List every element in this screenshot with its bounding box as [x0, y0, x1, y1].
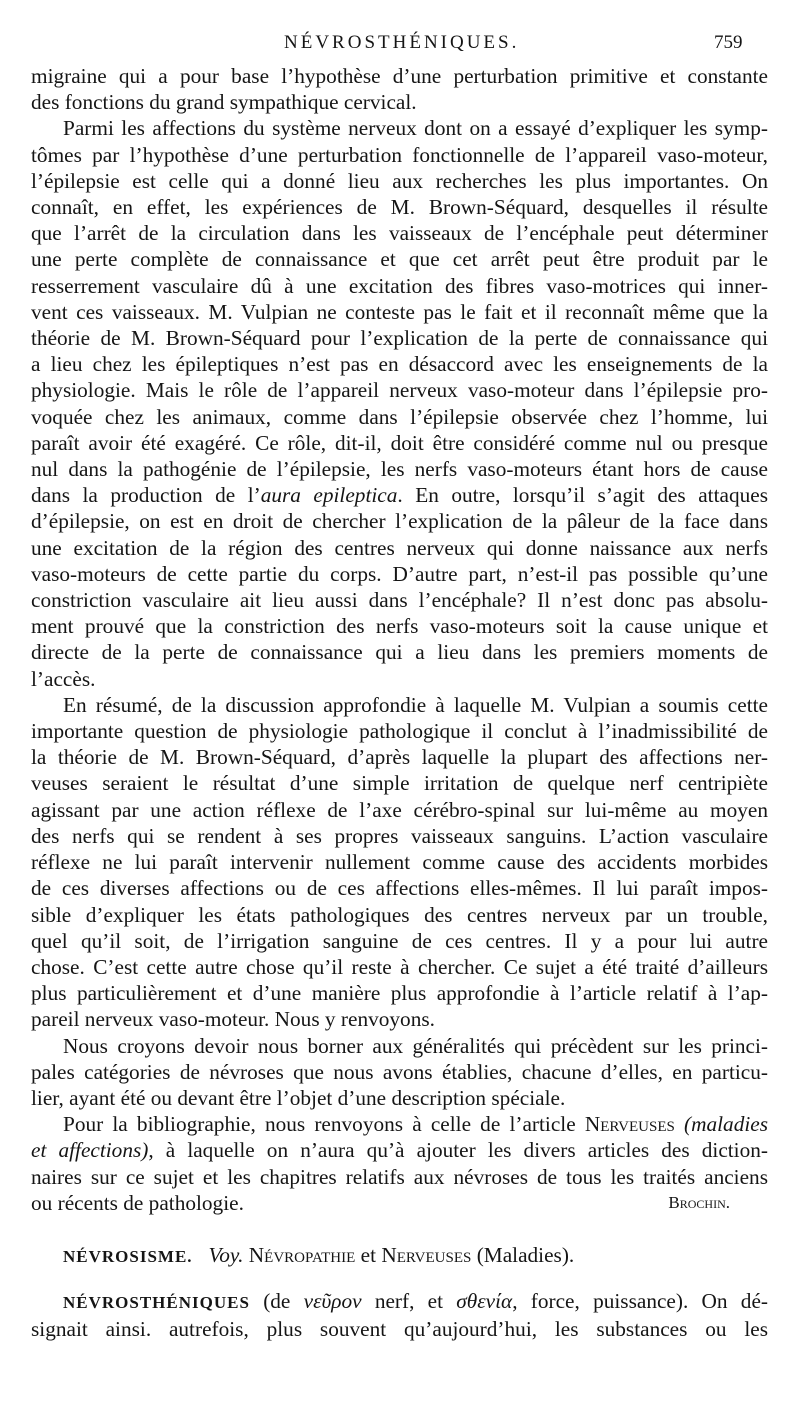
greek-word: νεῦρον: [303, 1289, 362, 1314]
text-line: de ces diverses affections ou de ces affections elles-mêmes. Il lui paraît impos-: [31, 876, 768, 901]
page-number: 759: [714, 32, 743, 53]
text-run: ou récents de pathologie.: [31, 1190, 244, 1215]
text-run: (Maladies).: [476, 1242, 575, 1267]
text-run: . En outre, lorsqu’il s’agit des attaques: [397, 483, 768, 508]
text-line: que l’arrêt de la circulation dans les vaisseaux de l’encéphale peut déterminer: [31, 221, 768, 246]
text-line: importante question de physiologie pathologique il conclut à l’inadmissibilité de: [31, 719, 768, 744]
text-line: [31, 1137, 768, 1163]
text-line: [31, 1111, 768, 1137]
entry-spacer: [31, 1270, 768, 1288]
entry-headword: NÉVROSISME.: [63, 1246, 193, 1266]
dictionary-entry-nevrostheniques: [31, 1288, 768, 1342]
text-line: signait ainsi. autrefois, plus souvent qu’aujourd’hui, les substances ou les: [31, 1317, 768, 1342]
text-run: dans la production de l’: [31, 483, 261, 508]
article-body: [31, 63, 768, 1343]
text-line: l’accès.: [31, 666, 96, 691]
text-line: une perte complète de connaissance et que cet arrêt peut être produit par le: [31, 247, 768, 272]
text-line: la théorie de M. Brown-Séquard, d’après laquelle la plupart des affections ner-: [31, 745, 768, 770]
text-line: Parmi les affections du système nerveux dont on a essayé d’expliquer les symp-: [63, 116, 768, 141]
entry-spacer: [31, 1216, 768, 1242]
paragraph-summary: [31, 692, 768, 1033]
running-title: NÉVROSTHÉNIQUES.: [284, 32, 520, 53]
text-line: voquée chez les animaux, comme dans l’épilepsie observée chez l’homme, lui: [31, 404, 768, 429]
text-line: une excitation de la région des centres nerveux qui donne naissance aux nerfs: [31, 535, 768, 560]
text-line: tômes par l’hypothèse d’une perturbation fonctionnelle de l’appareil vaso-moteur,: [31, 142, 768, 167]
cross-reference: Névropathie: [248, 1242, 356, 1267]
text-line: théorie de M. Brown-Séquard pour l’explication de la perte de connaissance qui: [31, 326, 768, 351]
dictionary-entry-nevrosisme: [31, 1242, 768, 1270]
text-line: réflexe ne lui paraît intervenir nullement comme cause des accidents morbides: [31, 850, 768, 875]
text-line: des fonctions du grand sympathique cervical.: [31, 90, 417, 115]
text-line: quel qu’il soit, de l’irrigation sanguine de ces centres. Il y a pour lui autre: [31, 928, 768, 953]
paragraph-continued: [31, 63, 768, 115]
text-line: vaso-moteurs de cette partie du corps. D’autre part, n’est-il pas possible qu’une: [31, 561, 768, 586]
text-line: pareil nerveux vaso-moteur. Nous y renvoyons.: [31, 1007, 435, 1032]
text-line: naires sur ce sujet et les chapitres relatifs aux névroses de tous les traités anciens: [31, 1164, 768, 1189]
text-line: [31, 1242, 768, 1270]
italic-term: et affections): [31, 1138, 149, 1163]
text-line: lier, ayant été ou devant être l’objet d’une description spéciale.: [31, 1085, 566, 1110]
text-line: nul dans la pathogénie de l’épilepsie, les nerfs vaso-moteurs étant hors de cause: [31, 457, 768, 482]
paragraph-bibliography: [31, 1111, 768, 1216]
text-line: veuses seraient le résultat d’une simple irritation de quelque nerf centripiète: [31, 771, 768, 796]
italic-term: aura epileptica: [260, 483, 398, 508]
text-line: physiologie. Mais le rôle de l’appareil nerveux vaso-moteur dans l’épilepsie pro-: [31, 378, 768, 403]
greek-word: σθενία: [456, 1289, 513, 1314]
text-line: En résumé, de la discussion approfondie à laquelle M. Vulpian a soumis cette: [63, 692, 768, 717]
text-line: constriction vasculaire ait lieu aussi dans l’encéphale? Il n’est donc pas absolu-: [31, 588, 768, 613]
running-header: [0, 28, 800, 56]
text-line: vent ces vaisseaux. M. Vulpian ne conteste pas le fait et il reconnaît même que la: [31, 299, 768, 324]
paragraph-conclusion: [31, 1033, 768, 1112]
text-run: et: [360, 1242, 376, 1267]
text-line: a lieu chez les épileptiques n’est pas en désaccord avec les enseignements de la: [31, 352, 768, 377]
text-line: d’épilepsie, on est en droit de chercher l’explication de la pâleur de la face dans: [31, 509, 768, 534]
text-run: nerf, et: [361, 1289, 457, 1314]
text-line: sible d’expliquer les états pathologiques des centres nerveux par un trouble,: [31, 902, 768, 927]
text-line: agissant par une action réflexe de l’axe cérébro-spinal sur lui-même au moyen: [31, 797, 768, 822]
text-line: [31, 482, 768, 508]
text-run: (de: [263, 1289, 304, 1314]
text-line: pales catégories de névroses que nous avons établies, chacune d’elles, en particu-: [31, 1059, 768, 1084]
italic-term: Voy.: [208, 1242, 244, 1267]
text-line: chose. C’est cette autre chose qu’il reste à chercher. Ce sujet a été traité d’ailleurs: [31, 954, 768, 979]
italic-term: (maladies: [684, 1112, 768, 1137]
text-line: plus particulièrement et d’une manière plus approfondie à l’article relatif à l’ap-: [31, 981, 768, 1006]
text-line: [31, 1190, 768, 1216]
text-line: des nerfs qui se rendent à ses propres vaisseaux sanguins. L’action vasculaire: [31, 823, 768, 848]
entry-headword: NÉVROSTHÉNIQUES: [63, 1293, 250, 1313]
text-line: ment prouvé que la constriction des nerfs vaso-moteurs soit la cause unique et: [31, 614, 768, 639]
text-line: [31, 1288, 768, 1316]
text-line: connaît, en effet, les expériences de M. Brown-Séquard, desquelles il résulte: [31, 195, 768, 220]
text-line: migraine qui a pour base l’hypothèse d’une perturbation primitive et constante: [31, 64, 768, 88]
paragraph-epilepsy: [31, 115, 768, 691]
text-run: Pour la bibliographie, nous renvoyons à celle de l’article: [63, 1112, 585, 1137]
cross-reference: Nerveuses: [584, 1112, 675, 1137]
text-line: l’épilepsie est celle qui a donné lieu aux recherches les plus importantes. On: [31, 168, 768, 193]
text-run: , force, puissance). On dé-: [512, 1289, 768, 1314]
text-line: Nous croyons devoir nous borner aux généralités qui précèdent sur les princi-: [63, 1033, 768, 1058]
text-run: , à laquelle on n’aura qu’à ajouter les divers articles des diction-: [148, 1138, 768, 1163]
text-line: resserrement vasculaire dû à une excitation des fibres vaso-motrices qui inner-: [31, 273, 768, 298]
text-line: directe de la perte de connaissance qui a lieu dans les premiers moments de: [31, 640, 768, 665]
cross-reference: Nerveuses: [381, 1242, 472, 1267]
text-line: paraît avoir été exagéré. Ce rôle, dit-il, doit être considéré comme nul ou presque: [31, 430, 768, 455]
author-signature: Brochin.: [668, 1192, 730, 1212]
